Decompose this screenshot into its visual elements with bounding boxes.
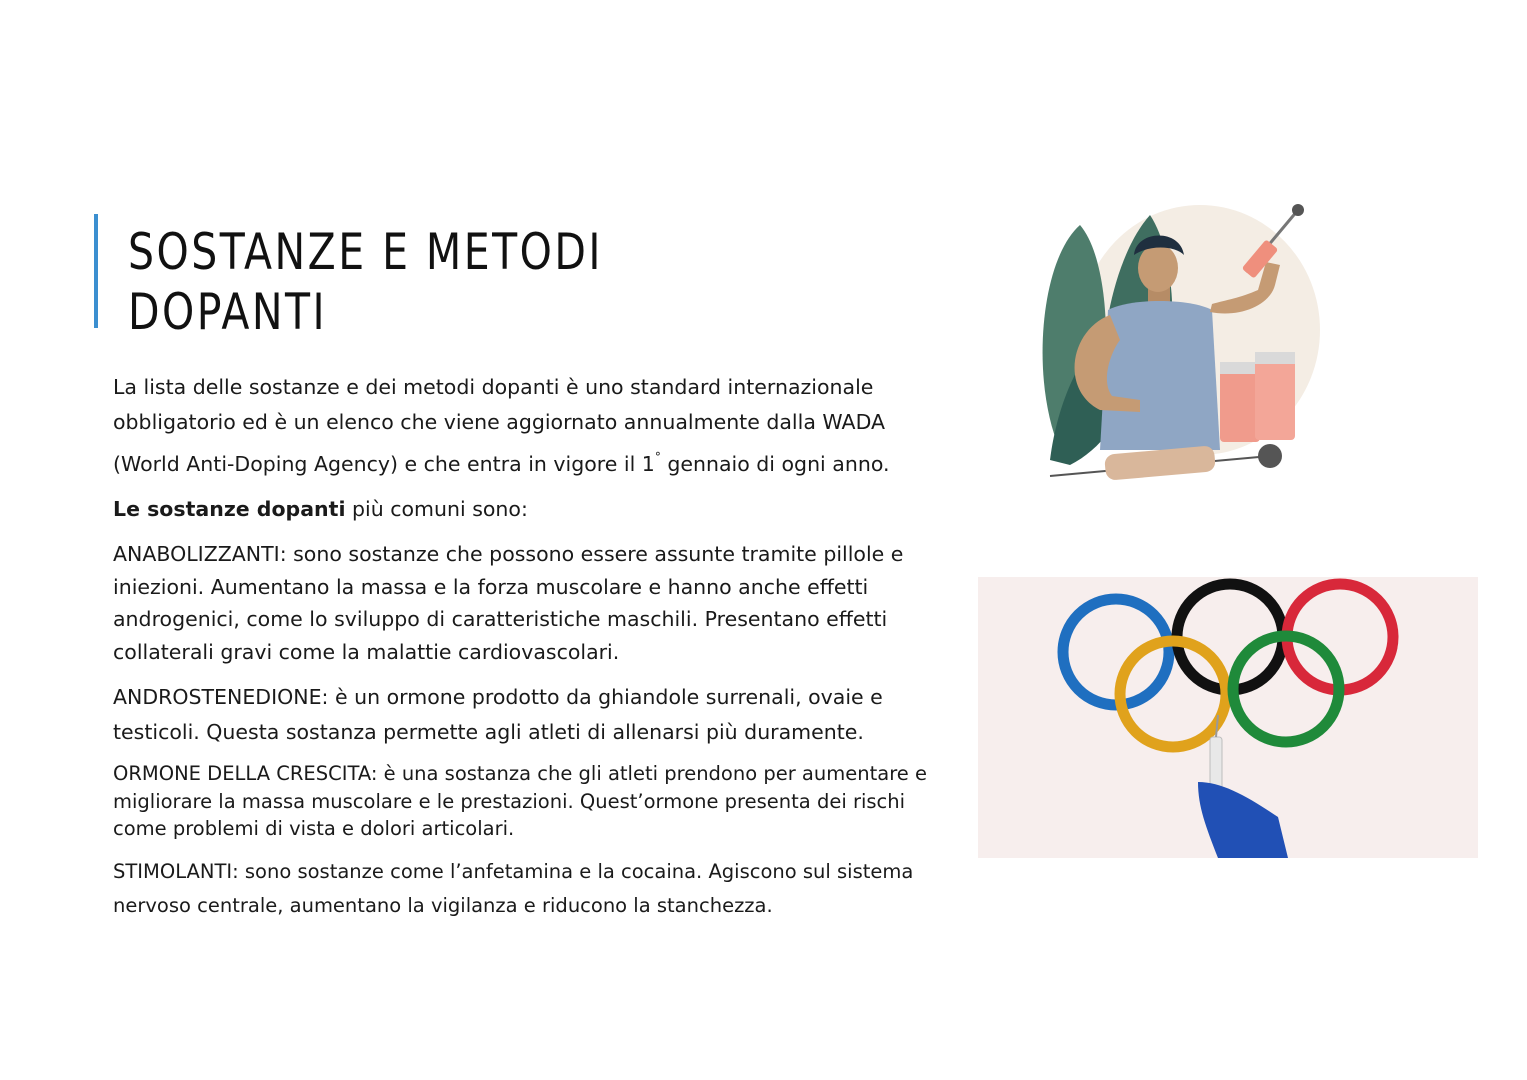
stim-line-1: sono sostanze come l’anfetamina e la cocaina. Agiscono sul sistema [238, 859, 914, 883]
common-rest: più comuni sono: [345, 497, 528, 521]
intro-line-3b: gennaio di ogni anno. [660, 452, 890, 476]
item-anabolizzanti [113, 538, 973, 668]
ormone-line-2: migliorare la massa muscolare e le prestazioni. Quest’ormone presenta dei rischi [113, 789, 906, 813]
andro-line-1: è un ormone prodotto da ghiandole surrenali, ovaie e [328, 685, 883, 709]
item-ormone-crescita [113, 760, 973, 843]
term-ormone: ORMONE DELLA CRESCITA: [113, 762, 378, 785]
term-androstenedione: ANDROSTENEDIONE: [113, 685, 329, 709]
ana-line-2: iniezioni. Aumentano la massa e la forza muscolare e hanno anche effetti [113, 574, 869, 599]
slide-title [128, 222, 603, 342]
term-anabolizzanti: ANABOLIZZANTI: [113, 542, 287, 566]
intro-line-1: La lista delle sostanze e dei metodi dopanti è uno standard internazionale [113, 375, 874, 399]
andro-line-2: testicoli. Questa sostanza permette agli atleti di allenarsi più duramente. [113, 720, 864, 744]
slide-body [113, 370, 973, 923]
athlete-shirt [1100, 301, 1220, 450]
degree-sign: ° [654, 450, 661, 464]
intro-line-3a: (World Anti-Doping Agency) e che entra in vigore il 1 [113, 452, 655, 476]
vials-icon [1220, 352, 1295, 442]
slide-title-line1: SOSTANZE E METODI [128, 223, 603, 281]
slide-title-line2: DOPANTI [128, 283, 328, 341]
ormone-line-3: come problemi di vista e dolori articolari. [113, 817, 515, 840]
term-stimolanti: STIMOLANTI: [113, 859, 239, 883]
ana-line-1: sono sostanze che possono essere assunte tramite pillole e [286, 542, 904, 566]
athlete-head [1138, 244, 1178, 292]
olympic-rings-syringe-image [978, 577, 1478, 858]
ana-line-3: androgenici, come lo sviluppo di caratteristiche maschili. Presentano effetti [113, 607, 888, 631]
doping-athlete-illustration [1030, 200, 1330, 490]
ormone-line-1: è una sostanza che gli atleti prendono per aumentare e [377, 762, 927, 785]
intro-line-2: obbligatorio ed è un elenco che viene aggiornato annualmente dalla WADA [113, 410, 886, 434]
stim-line-2: nervoso centrale, aumentano la vigilanza e riducono la stanchezza. [113, 893, 773, 917]
item-stimolanti [113, 855, 973, 923]
ana-line-4: collaterali gravi come la malattie cardiovascolari. [113, 639, 620, 664]
common-bold: Le sostanze dopanti [113, 497, 346, 521]
item-androstenedione [113, 680, 973, 750]
title-accent-bar [94, 214, 98, 328]
intro-paragraph [113, 370, 973, 482]
common-substances-heading [113, 494, 973, 524]
